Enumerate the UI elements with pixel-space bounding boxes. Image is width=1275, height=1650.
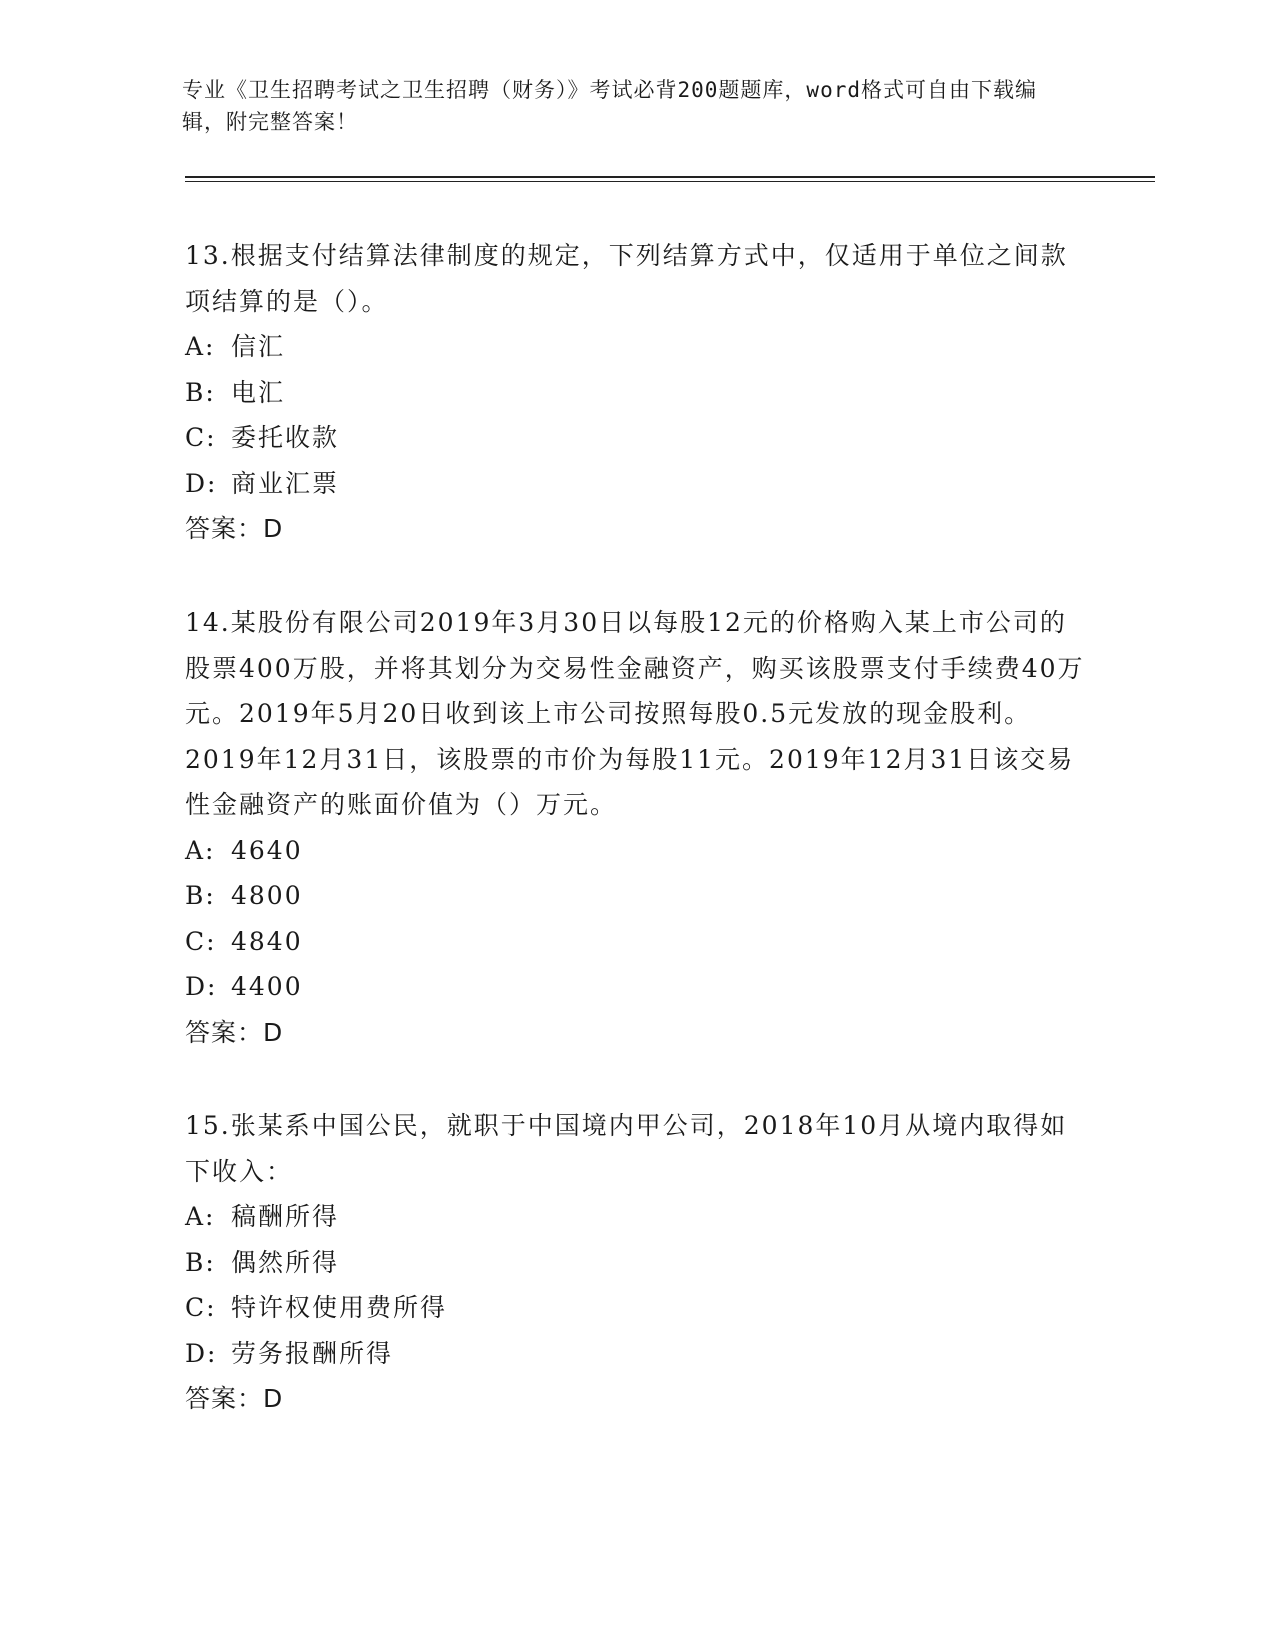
option-label: D: bbox=[185, 1338, 218, 1368]
option-label: C: bbox=[185, 926, 217, 956]
option-b bbox=[185, 1240, 1085, 1286]
question-15 bbox=[185, 1103, 1085, 1422]
option-text: 偶然所得 bbox=[231, 1247, 340, 1277]
option-text: 4640 bbox=[231, 835, 303, 865]
option-d bbox=[185, 1331, 1085, 1377]
option-label: D: bbox=[185, 972, 218, 1001]
option-text: 4840 bbox=[231, 926, 303, 956]
option-label: B: bbox=[185, 377, 216, 407]
option-a bbox=[185, 1194, 1085, 1240]
option-b bbox=[185, 873, 1085, 919]
question-text: 15.张某系中国公民，就职于中国境内甲公司，2018年10月从境内取得如下收入： bbox=[185, 1111, 1068, 1186]
header-divider-thick bbox=[185, 176, 1155, 178]
document-header: 专业《卫生招聘考试之卫生招聘（财务）》考试必背200题题库，word格式可自由下载编辑，附完整答案！ bbox=[182, 78, 1037, 134]
option-label: A: bbox=[185, 1202, 216, 1231]
option-d bbox=[185, 964, 1085, 1010]
question-13 bbox=[185, 233, 1085, 552]
option-text: 4400 bbox=[231, 972, 303, 1001]
answer-line: 答案：D bbox=[185, 514, 284, 543]
option-c bbox=[185, 919, 1085, 965]
answer-line: 答案：D bbox=[185, 1017, 284, 1047]
option-label: D: bbox=[185, 468, 218, 498]
option-label: A: bbox=[185, 835, 216, 865]
option-d bbox=[185, 461, 1085, 507]
option-b bbox=[185, 370, 1085, 416]
option-text: 商业汇票 bbox=[231, 468, 340, 498]
option-text: 电汇 bbox=[231, 377, 286, 407]
question-text: 14.某股份有限公司2019年3月30日以每股12元的价格购入某上市公司的股票400万股，并将其划分为交易性金融资产，购买该股票支付手续费40万元。2019年5月20日收到该上市公司按照每股0.5元发放的现金股利。2019年12月31日，该股票的市价为每股11元。2019年12月31日该交易性金融资产的账面价值为（）万元。 bbox=[185, 608, 1085, 819]
option-text: 稿酬所得 bbox=[231, 1202, 340, 1231]
option-text: 劳务报酬所得 bbox=[231, 1338, 394, 1368]
answer-line: 答案：D bbox=[185, 1384, 284, 1413]
option-text: 特许权使用费所得 bbox=[231, 1293, 448, 1322]
question-text: 13.根据支付结算法律制度的规定，下列结算方式中，仅适用于单位之间款项结算的是（）。 bbox=[185, 241, 1068, 316]
option-text: 信汇 bbox=[231, 332, 286, 361]
header-divider-thin bbox=[185, 181, 1155, 182]
option-label: B: bbox=[185, 1247, 216, 1277]
option-label: C: bbox=[185, 423, 217, 452]
option-c bbox=[185, 415, 1085, 461]
option-text: 4800 bbox=[231, 881, 303, 910]
option-label: C: bbox=[185, 1293, 217, 1322]
option-text: 委托收款 bbox=[231, 423, 340, 452]
option-c bbox=[185, 1285, 1085, 1331]
question-14 bbox=[185, 600, 1085, 1055]
option-label: A: bbox=[185, 332, 216, 361]
option-a bbox=[185, 324, 1085, 370]
option-label: B: bbox=[185, 881, 216, 910]
option-a bbox=[185, 828, 1085, 874]
